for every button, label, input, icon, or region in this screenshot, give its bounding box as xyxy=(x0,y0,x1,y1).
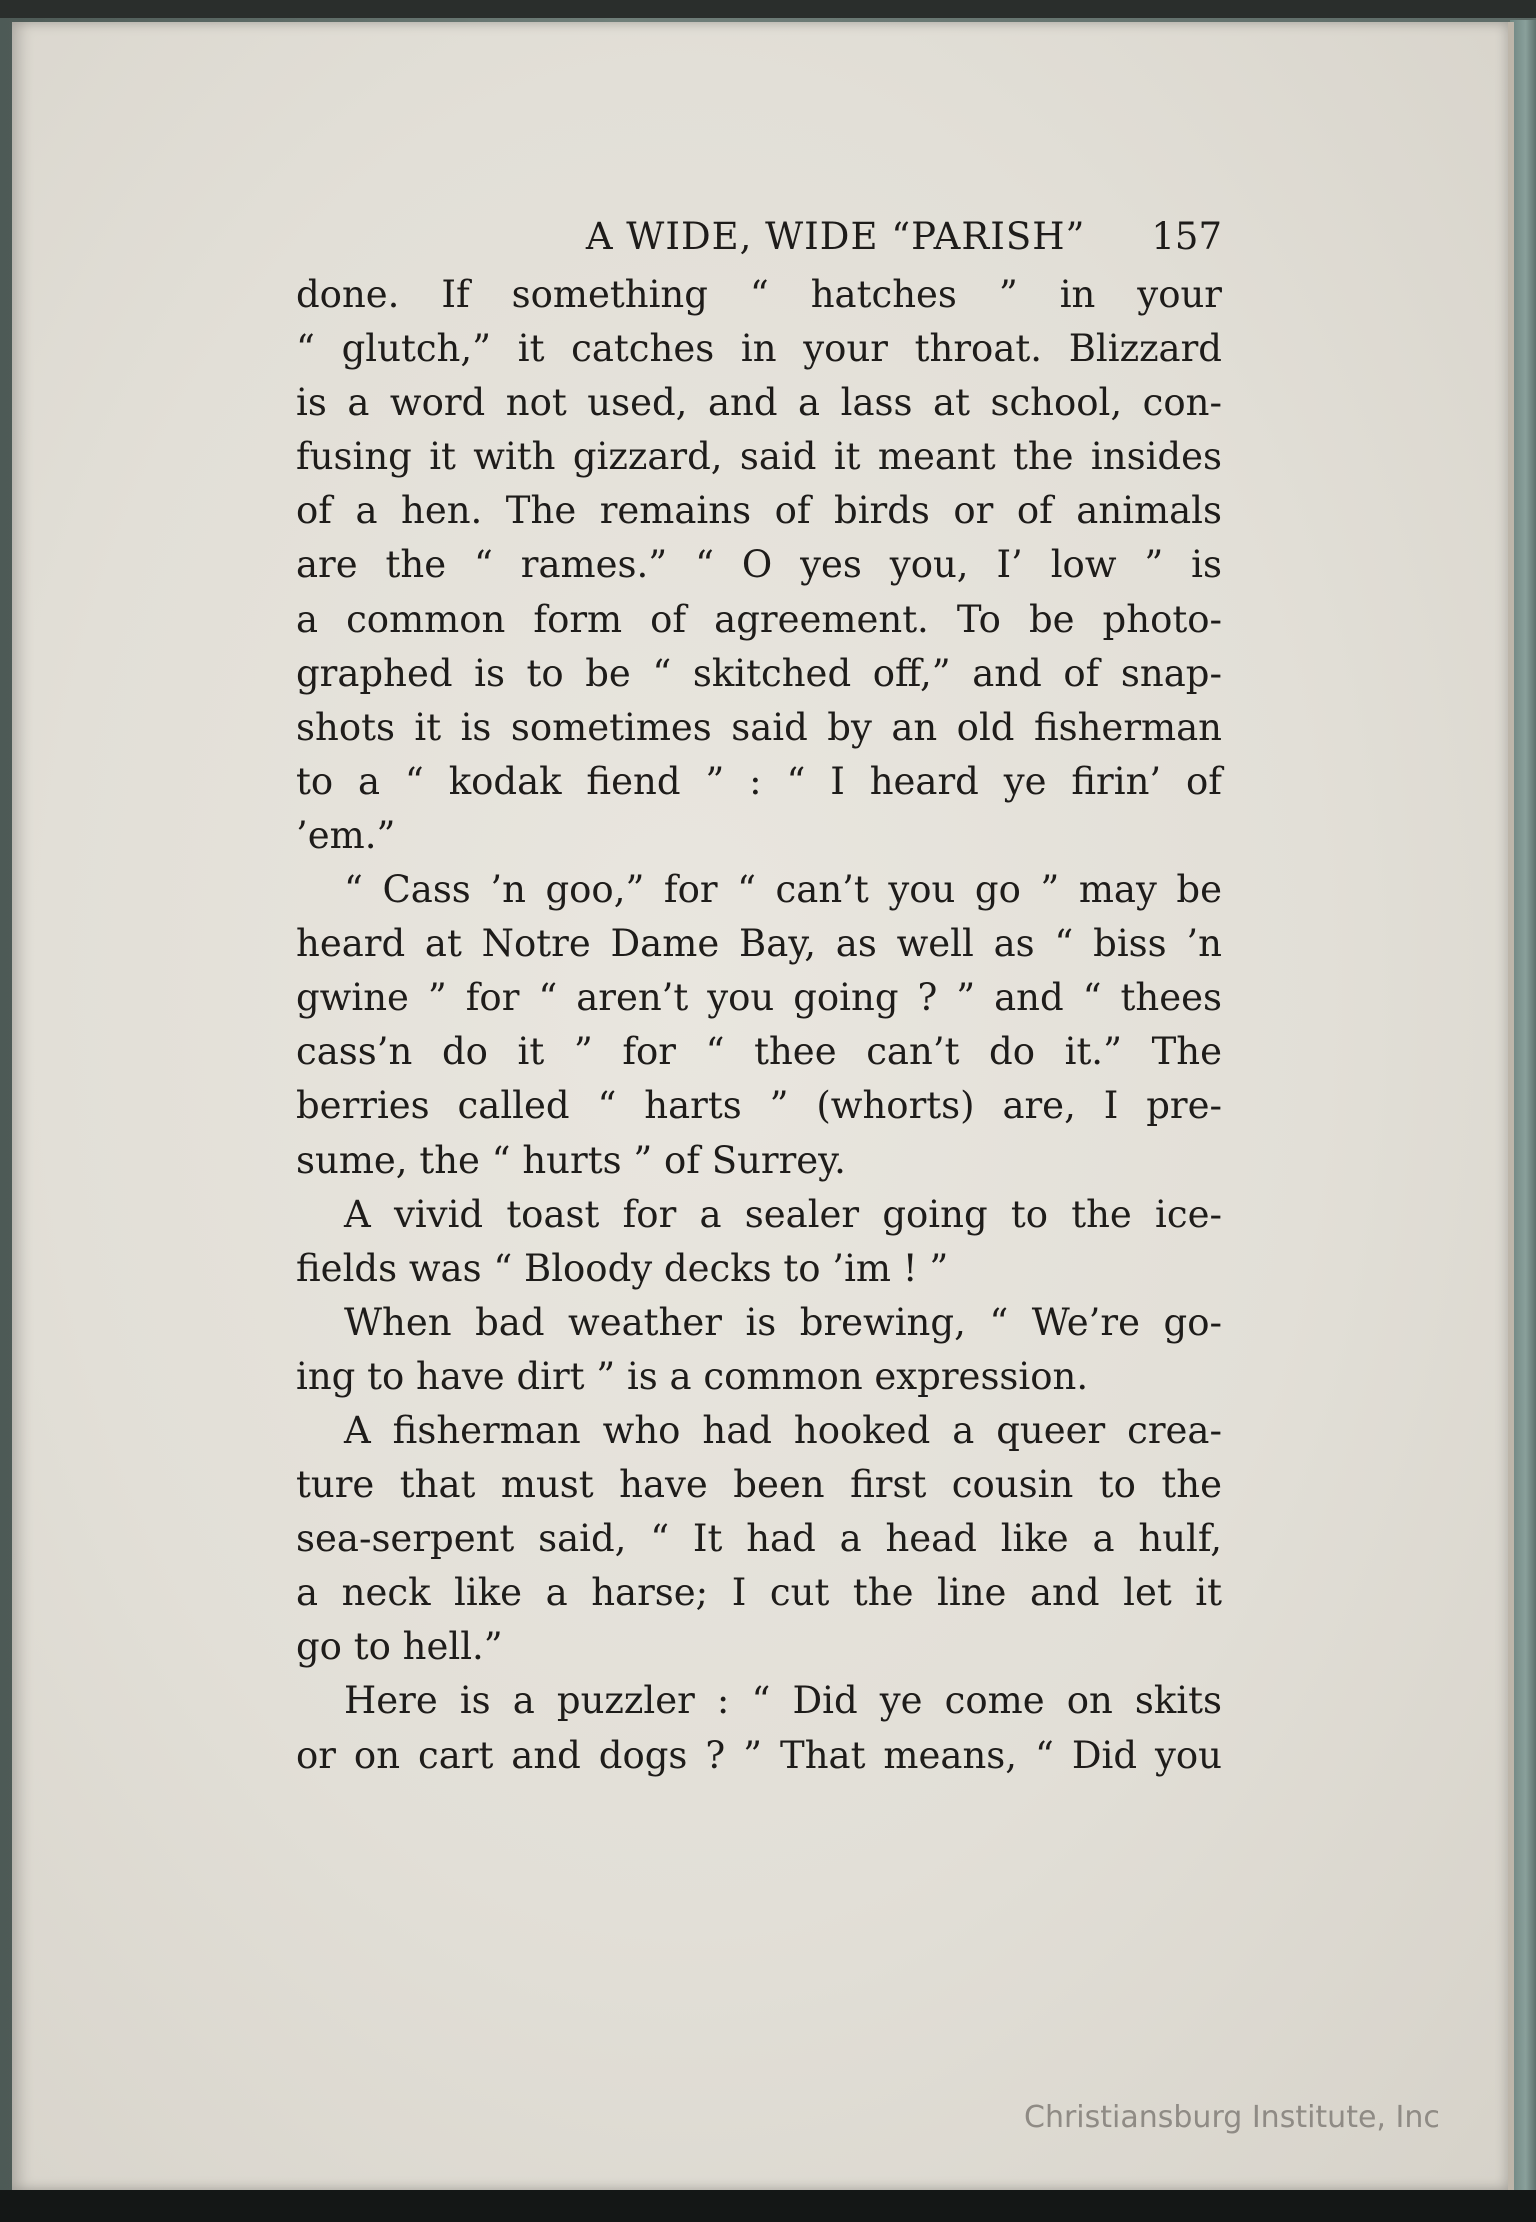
book-edge-top xyxy=(0,0,1536,18)
book-edge-bottom xyxy=(0,2190,1536,2222)
text-line: go to hell.” xyxy=(296,1625,503,1669)
text-line: ing to have dirt ” is a common expression. xyxy=(296,1354,1089,1398)
text-line: “ Cass ’n goo,” for “ can’t you go ” may be xyxy=(344,868,1222,912)
text-line: sume, the “ hurts ” of Surrey. xyxy=(296,1138,846,1182)
text-line: berries called “ harts ” (whorts) are, I pre- xyxy=(296,1084,1222,1128)
text-line: A vivid toast for a sealer going to the ice- xyxy=(344,1192,1222,1236)
text-line: “ glutch,” it catches in your throat. Blizzard xyxy=(296,327,1222,371)
text-line: shots it is sometimes said by an old fisherman xyxy=(296,705,1222,749)
watermark: Christiansburg Institute, Inc xyxy=(1024,2100,1440,2135)
text-line: graphed is to be “ skitched off,” and of snap- xyxy=(296,651,1222,695)
text-line: cass’n do it ” for “ thee can’t do it.” The xyxy=(296,1030,1222,1074)
running-head xyxy=(296,206,1222,268)
text-line: gwine ” for “ aren’t you going ? ” and “ thees xyxy=(296,976,1222,1020)
text-line: ’em.” xyxy=(296,813,396,857)
text-line: sea-serpent said, “ It had a head like a hulf, xyxy=(296,1517,1222,1561)
text-line: ture that must have been first cousin to the xyxy=(296,1463,1222,1507)
text-block xyxy=(296,206,1222,1783)
text-line: done. If something “ hatches ” in your xyxy=(296,273,1222,316)
text-line: Here is a puzzler : “ Did ye come on skits xyxy=(344,1679,1222,1723)
text-line: is a word not used, and a lass at school, con- xyxy=(296,381,1222,425)
text-line: of a hen. The remains of birds or of animals xyxy=(296,489,1222,533)
text-line: A fisherman who had hooked a queer crea- xyxy=(344,1408,1222,1452)
running-title: A WIDE, WIDE “PARISH” xyxy=(585,215,1086,258)
book-page xyxy=(12,22,1514,2190)
text-line: a neck like a harse; I cut the line and let it xyxy=(296,1571,1222,1615)
text-line: When bad weather is brewing, “ We’re go- xyxy=(344,1300,1222,1344)
text-line: fusing it with gizzard, said it meant the insides xyxy=(296,435,1222,479)
page-number: 157 xyxy=(1151,215,1222,258)
text-line: heard at Notre Dame Bay, as well as “ biss ’n xyxy=(296,922,1222,966)
body-text xyxy=(296,268,1222,1783)
text-line: a common form of agreement. To be photo- xyxy=(296,597,1222,641)
text-line: are the “ rames.” “ O yes you, I’ low ” is xyxy=(296,543,1222,587)
text-line: fields was “ Bloody decks to ’im ! ” xyxy=(296,1246,949,1290)
text-line: or on cart and dogs ? ” That means, “ Did you xyxy=(296,1733,1222,1777)
text-line: to a “ kodak fiend ” : “ I heard ye firin’ of xyxy=(296,759,1222,803)
